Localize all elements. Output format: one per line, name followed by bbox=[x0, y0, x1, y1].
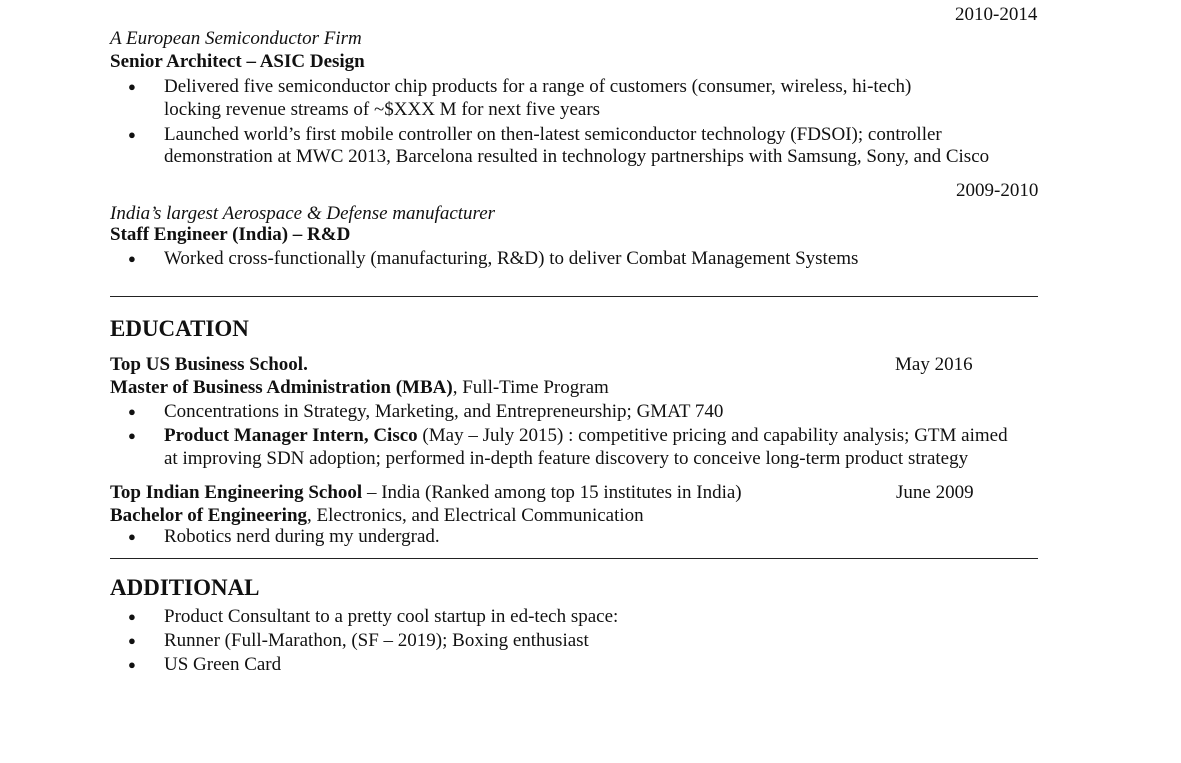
bullet-text: at improving SDN adoption; performed in-depth feature discovery to conceive long-term product strategy bbox=[164, 448, 969, 469]
bullet-text bbox=[164, 425, 1008, 447]
bullet-icon: ● bbox=[128, 127, 136, 142]
job-dates: 2010-2014 bbox=[955, 4, 1038, 25]
bullet-icon: ● bbox=[128, 404, 136, 419]
section-heading-education: EDUCATION bbox=[110, 316, 249, 341]
degree-name: Master of Business Administration (MBA) bbox=[110, 377, 453, 398]
bullet-icon: ● bbox=[128, 633, 136, 648]
school-line bbox=[110, 482, 742, 504]
school-name: Top US Business School. bbox=[110, 354, 308, 375]
list-item: US Green Card bbox=[164, 654, 282, 675]
bullet-text: Worked cross-functionally (manufacturing, R&D) to deliver Combat Management Systems bbox=[164, 248, 859, 269]
bullet-icon: ● bbox=[128, 529, 136, 544]
job-dates: 2009-2010 bbox=[956, 180, 1039, 201]
bullet-text: Concentrations in Strategy, Marketing, and Entrepreneurship; GMAT 740 bbox=[164, 401, 724, 422]
job-title: Staff Engineer (India) – R&D bbox=[110, 224, 351, 245]
degree-name: Bachelor of Engineering bbox=[110, 505, 308, 526]
degree-line bbox=[110, 377, 609, 399]
section-divider bbox=[110, 296, 1038, 297]
bullet-text: Launched world’s first mobile controller on then-latest semiconductor technology (FDSOI); controller bbox=[164, 124, 942, 145]
job-title: Senior Architect – ASIC Design bbox=[110, 51, 365, 72]
school-name: Top Indian Engineering School bbox=[110, 482, 363, 503]
degree-detail: , Full-Time Program bbox=[452, 377, 609, 398]
school-detail: – India (Ranked among top 15 institutes in India) bbox=[362, 482, 742, 503]
section-heading-additional: ADDITIONAL bbox=[110, 575, 260, 600]
bullet-icon: ● bbox=[128, 251, 136, 266]
bullet-text: Delivered five semiconductor chip products for a range of customers (consumer, wireless, hi-tech) bbox=[164, 76, 912, 97]
bullet-icon: ● bbox=[128, 79, 136, 94]
degree-line bbox=[110, 505, 644, 527]
section-divider bbox=[110, 558, 1038, 559]
company-name: India’s largest Aerospace & Defense manufacturer bbox=[110, 203, 496, 224]
list-item: Runner (Full-Marathon, (SF – 2019); Boxing enthusiast bbox=[164, 630, 589, 651]
internship-detail: (May – July 2015) : competitive pricing and capability analysis; GTM aimed bbox=[417, 425, 1008, 446]
bullet-text: demonstration at MWC 2013, Barcelona resulted in technology partnerships with Samsung, Sony, and Cisco bbox=[164, 146, 990, 167]
internship-title: Product Manager Intern, Cisco bbox=[164, 425, 418, 446]
bullet-text: Robotics nerd during my undergrad. bbox=[164, 526, 440, 547]
bullet-icon: ● bbox=[128, 657, 136, 672]
list-item: Product Consultant to a pretty cool startup in ed-tech space: bbox=[164, 606, 619, 627]
degree-detail: , Electronics, and Electrical Communication bbox=[307, 505, 644, 526]
company-name: A European Semiconductor Firm bbox=[110, 28, 362, 49]
graduation-date: June 2009 bbox=[896, 482, 974, 503]
bullet-icon: ● bbox=[128, 428, 136, 443]
bullet-text: locking revenue streams of ~$XXX M for next five years bbox=[164, 99, 601, 120]
graduation-date: May 2016 bbox=[895, 354, 973, 375]
bullet-icon: ● bbox=[128, 609, 136, 624]
